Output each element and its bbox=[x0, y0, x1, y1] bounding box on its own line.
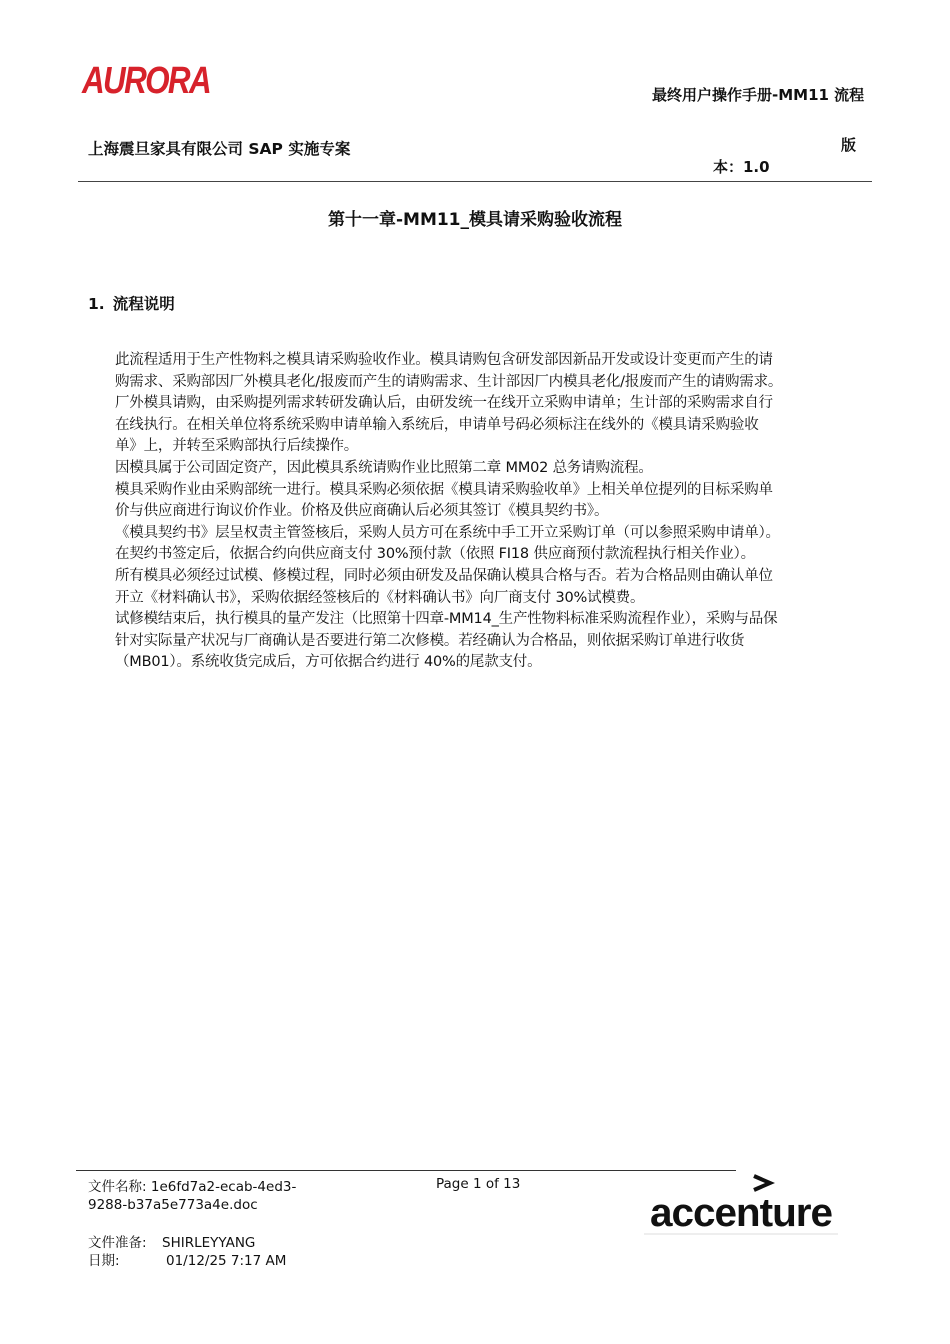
body-line: 在线执行。在相关单位将系统采购申请单输入系统后，申请单号码必须标注在线外的《模具请采购验收 bbox=[115, 416, 759, 433]
body-line: 试修模结束后，执行模具的量产发注（比照第十四章-MM14_生产性物料标准采购流程作业），采购与品保 bbox=[115, 611, 778, 628]
body-line: 模具采购作业由采购部统一进行。模具采购必须依据《模具请采购验收单》上相关单位提列的目标采购单 bbox=[115, 481, 773, 498]
version-label-bottom: 本：1.0 bbox=[713, 158, 770, 176]
body-line: 所有模具必须经过试模、修模过程，同时必须由研发及品保确认模具合格与否。若为合格品则由确认单位 bbox=[115, 567, 773, 584]
aurora-logo-text: AURORA bbox=[81, 60, 210, 102]
footer-prepared bbox=[88, 1234, 286, 1270]
accenture-logo bbox=[642, 1170, 842, 1236]
body-line: 购需求、采购部因厂外模具老化/报废而产生的请购需求、生计部因厂内模具老化/报废而产生的请购需求。 bbox=[115, 373, 783, 390]
section-number: 1. bbox=[88, 295, 105, 313]
manual-title: 最终用户操作手册-MM11 流程 bbox=[652, 86, 865, 104]
file-name-part1: 1e6fd7a2-ecab-4ed3- bbox=[150, 1179, 297, 1195]
page-number: Page 1 of 13 bbox=[436, 1176, 521, 1192]
body-line: 针对实际量产状况与厂商确认是否要进行第二次修模。若经确认为合格品，则依据采购订单进行收货 bbox=[115, 632, 745, 649]
body-line: 单》上，并转至采购部执行后续操作。 bbox=[115, 438, 359, 455]
body-line: 厂外模具请购，由采购提列需求转研发确认后，由研发统一在线开立采购申请单；生计部的采购需求自行 bbox=[115, 395, 773, 412]
file-label: 文件名称: bbox=[88, 1179, 147, 1195]
accenture-logo-text: accenture bbox=[650, 1191, 832, 1235]
body-line: 开立《材料确认书》，采购依据经签核后的《材料确认书》向厂商支付 30%试模费。 bbox=[115, 589, 645, 606]
body-line: 在契约书签定后，依据合约向供应商支付 30%预付款（依照 FI18 供应商预付款流程执行相关作业）。 bbox=[115, 546, 755, 563]
header-divider bbox=[78, 181, 872, 182]
body-line: （MB01）。系统收货完成后，方可依据合约进行 40%的尾款支付。 bbox=[115, 654, 542, 671]
aurora-logo bbox=[80, 60, 215, 100]
footer-divider bbox=[76, 1170, 736, 1171]
chapter-title: 第十一章-MM11_模具请采购验收流程 bbox=[327, 210, 623, 230]
file-name-part2: 9288-b37a5e773a4e.doc bbox=[88, 1197, 258, 1213]
footer-file-name bbox=[88, 1178, 338, 1214]
process-description bbox=[115, 350, 875, 674]
section-title: 流程说明 bbox=[112, 295, 175, 313]
body-line: 此流程适用于生产性物料之模具请采购验收作业。模具请购包含研发部因新品开发或设计变更而产生的请 bbox=[115, 352, 773, 368]
prepared-label: 文件准备: bbox=[88, 1235, 147, 1251]
body-line: 《模具契约书》层呈权责主管签核后，采购人员方可在系统中手工开立采购订单（可以参照采购申请单）。 bbox=[115, 524, 780, 541]
accenture-chevron-icon bbox=[754, 1176, 770, 1190]
version-block bbox=[700, 134, 856, 178]
company-name: 上海震旦家具有限公司 SAP 实施专案 bbox=[88, 140, 351, 158]
date-label: 日期: bbox=[88, 1253, 120, 1269]
body-line: 价与供应商进行询议价作业。价格及供应商确认后必须其签订《模具契约书》。 bbox=[115, 503, 609, 520]
section-heading bbox=[88, 292, 175, 314]
document-date: 01/12/25 7:17 AM bbox=[166, 1253, 287, 1269]
prepared-by: SHIRLEYYANG bbox=[162, 1235, 256, 1251]
body-line: 因模具属于公司固定资产，因此模具系统请购作业比照第二章 MM02 总务请购流程。 bbox=[115, 459, 653, 476]
version-label-top: 版 bbox=[840, 136, 856, 154]
